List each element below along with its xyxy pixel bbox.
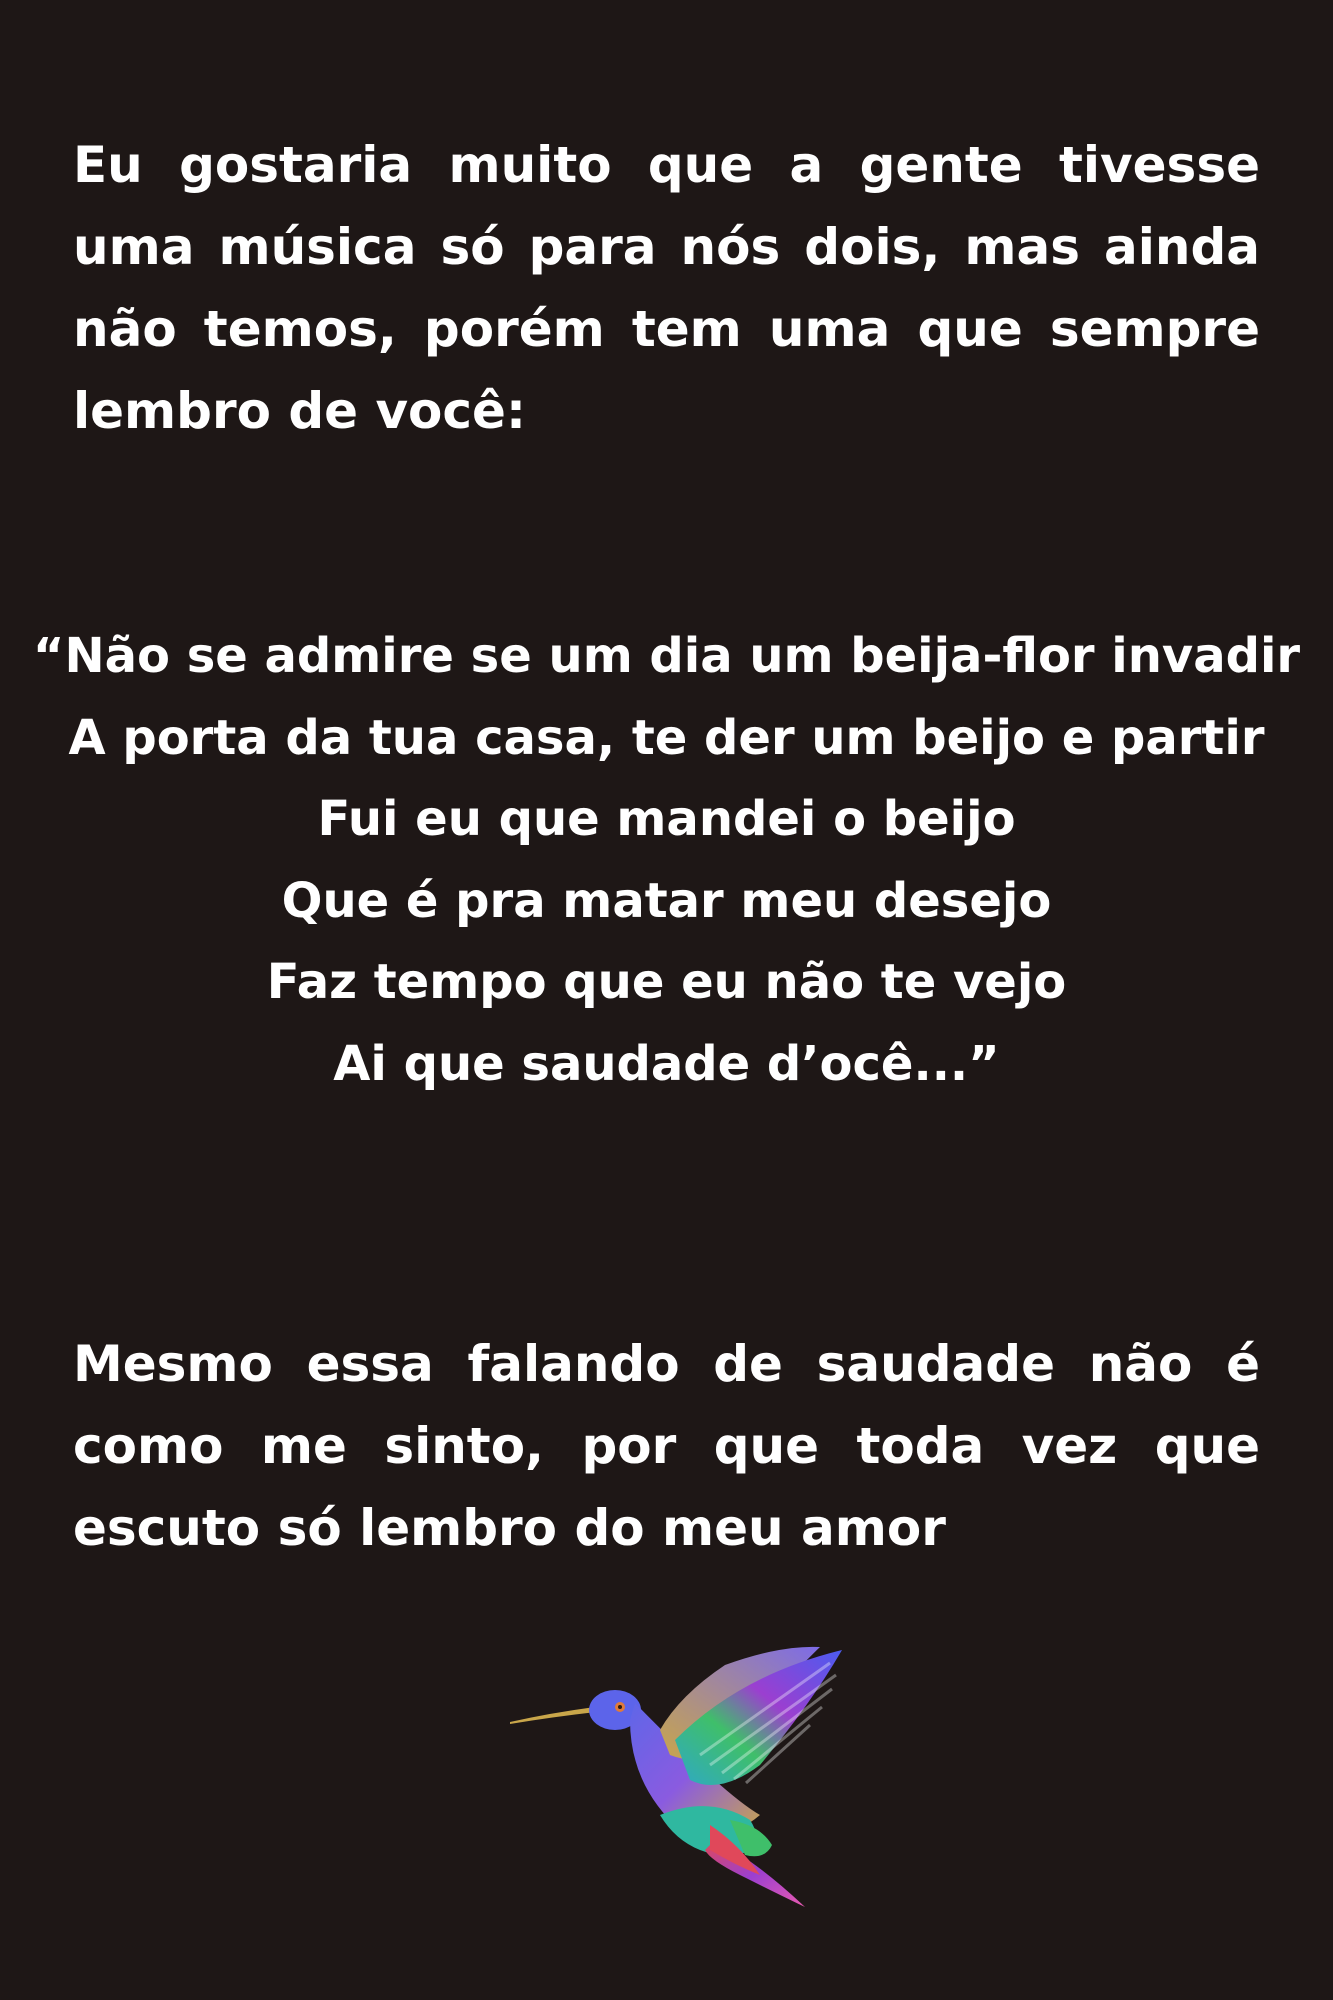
lyric-line: Que é pra matar meu desejo xyxy=(281,872,1052,929)
intro-paragraph: Eu gostaria muito que a gente tivesse uma música só para nós dois, mas ainda não temos, porém tem uma que sempre lembro de você: xyxy=(73,136,1260,440)
lyric-line: Faz tempo que eu não te vejo xyxy=(266,954,1067,1010)
lyric-line: A porta da tua casa, te der um beijo e partir xyxy=(68,709,1265,766)
song-lyrics xyxy=(0,616,1333,1105)
lyric-line: “Não se admire se um dia um beija-flor invadir xyxy=(32,628,1301,684)
lyric-line: Ai que saudade d’ocê...” xyxy=(333,1035,1000,1092)
lyric-line: Fui eu que mandei o beijo xyxy=(317,791,1016,847)
hummingbird-icon xyxy=(510,1645,890,1907)
outro-paragraph: Mesmo essa falando de saudade não é como me sinto, por que toda vez que escuto só lembro do meu amor xyxy=(73,1335,1260,1557)
